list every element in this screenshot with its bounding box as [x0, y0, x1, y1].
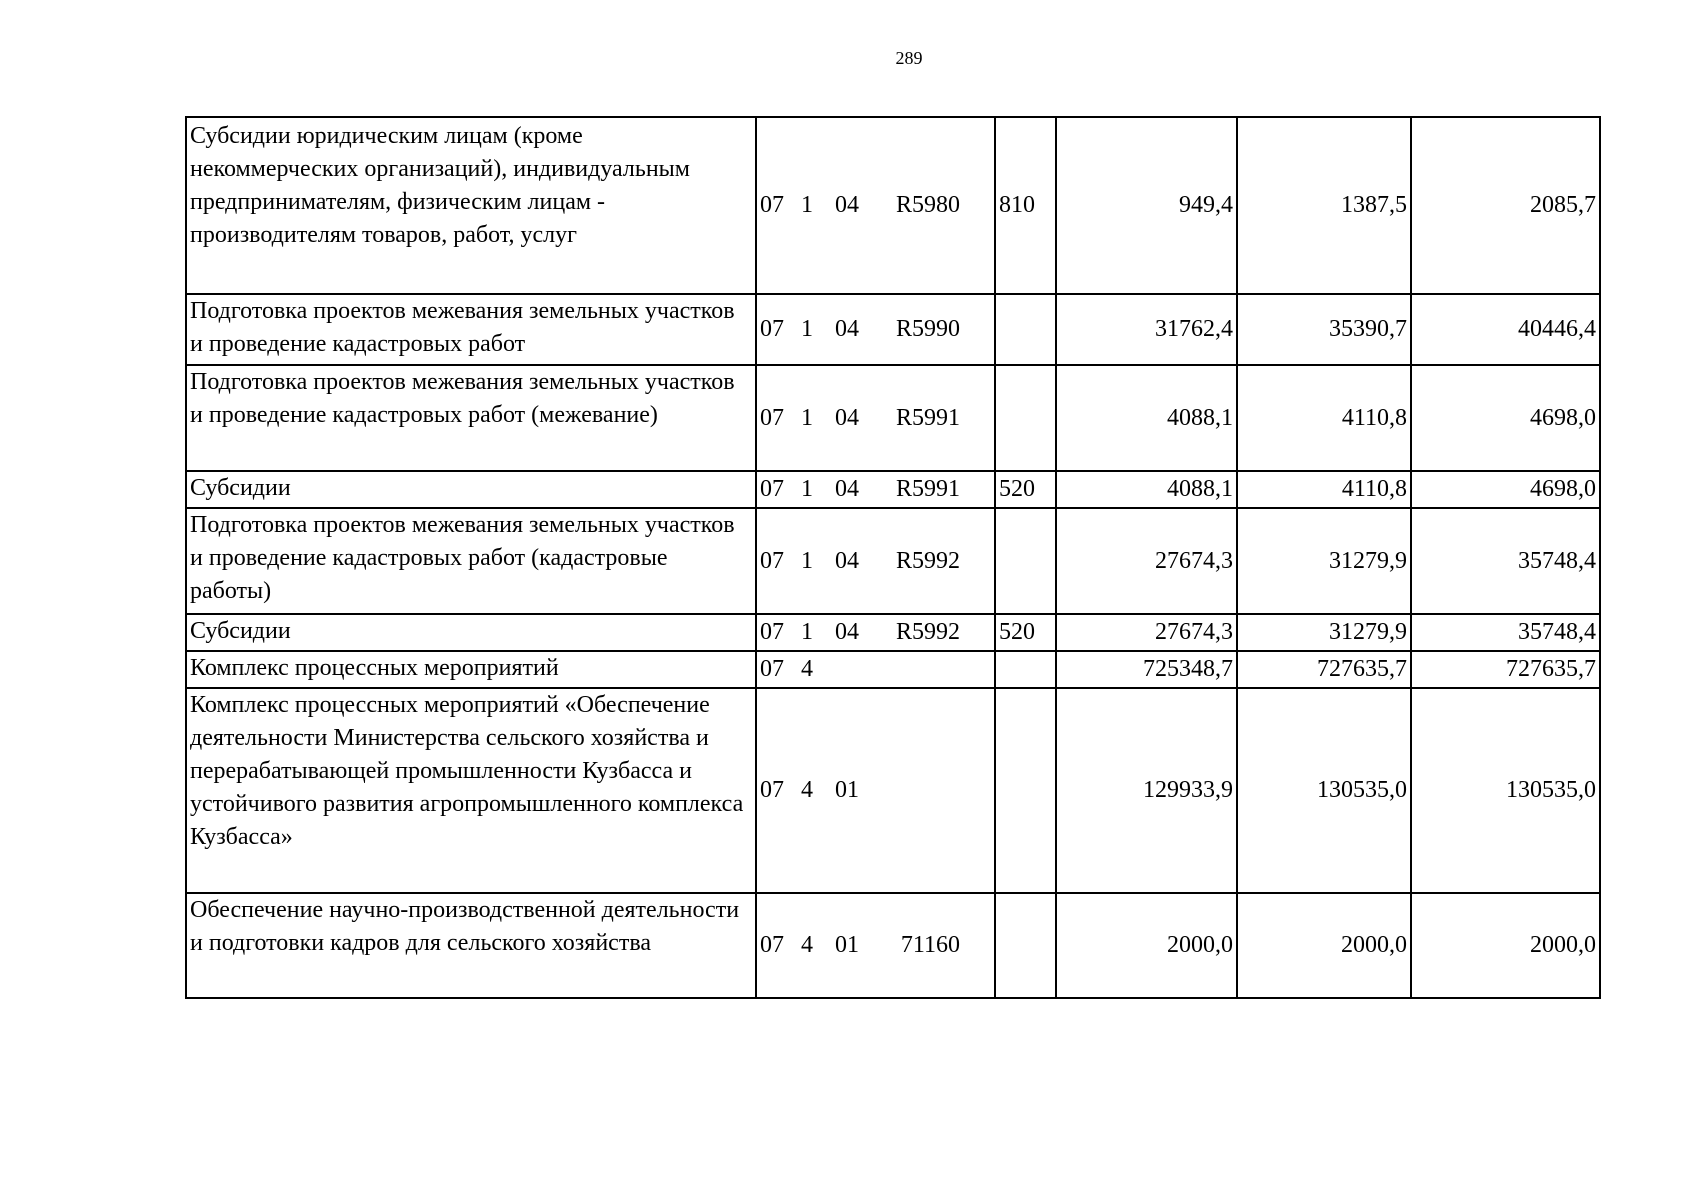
- table-row: [186, 508, 1600, 614]
- budget-table: [185, 116, 1601, 999]
- value-year2: 31279,9: [1237, 614, 1411, 651]
- row-codes: [756, 471, 995, 508]
- value-year2: 727635,7: [1237, 651, 1411, 688]
- code-vr: 520: [995, 471, 1056, 508]
- value-year1: 4088,1: [1056, 471, 1237, 508]
- table-row: [186, 893, 1600, 998]
- code-vr: [995, 365, 1056, 471]
- value-year1: 725348,7: [1056, 651, 1237, 688]
- value-year2: 130535,0: [1237, 688, 1411, 893]
- table-row: [186, 614, 1600, 651]
- row-codes: [756, 365, 995, 471]
- row-name: Комплекс процессных мероприятий: [186, 651, 756, 688]
- table-row: [186, 365, 1600, 471]
- code-gp: 07: [760, 404, 784, 431]
- code-nr: R5992: [895, 619, 960, 645]
- code-pp: 1: [801, 192, 813, 218]
- value-year2: 35390,7: [1237, 294, 1411, 365]
- row-name: Комплекс процессных мероприятий «Обеспечение деятельности Министерства сельского хозяйства и перерабатывающей промышленности Кузбасса и устойчивого развития агропромышленного комплекса Кузбасса»: [186, 688, 756, 893]
- table-row: [186, 471, 1600, 508]
- value-year2: 2000,0: [1237, 893, 1411, 998]
- code-vr: [995, 651, 1056, 688]
- page-number: 289: [895, 48, 923, 68]
- value-year3: 35748,4: [1411, 614, 1600, 651]
- code-pp: 4: [801, 932, 813, 958]
- value-year2: 31279,9: [1237, 508, 1411, 614]
- code-pp: 1: [801, 404, 813, 431]
- code-pp: 1: [801, 619, 813, 645]
- row-codes: [756, 651, 995, 688]
- value-year3: 727635,7: [1411, 651, 1600, 688]
- value-year2: 4110,8: [1237, 471, 1411, 508]
- code-pp: 1: [801, 547, 813, 574]
- value-year3: 35748,4: [1411, 508, 1600, 614]
- value-year3: 2000,0: [1411, 893, 1600, 998]
- code-pp: 1: [801, 476, 813, 502]
- value-year1: 2000,0: [1056, 893, 1237, 998]
- code-gp: 07: [760, 192, 784, 218]
- code-os: 01: [835, 777, 859, 803]
- code-os: 04: [835, 619, 859, 645]
- code-os: 04: [835, 404, 859, 431]
- code-gp: 07: [760, 476, 784, 502]
- code-vr: [995, 688, 1056, 893]
- code-pp: 1: [801, 316, 813, 342]
- code-os: 04: [835, 476, 859, 502]
- code-vr: [995, 893, 1056, 998]
- value-year3: 130535,0: [1411, 688, 1600, 893]
- code-nr: R5990: [895, 316, 960, 342]
- code-vr: [995, 508, 1056, 614]
- table-row: [186, 117, 1600, 294]
- row-name: Субсидии: [186, 471, 756, 508]
- code-vr: 810: [995, 117, 1056, 294]
- value-year3: 4698,0: [1411, 471, 1600, 508]
- value-year1: 949,4: [1056, 117, 1237, 294]
- row-codes: [756, 893, 995, 998]
- value-year1: 27674,3: [1056, 508, 1237, 614]
- code-pp: 4: [801, 777, 813, 803]
- code-vr: [995, 294, 1056, 365]
- value-year1: 31762,4: [1056, 294, 1237, 365]
- table-row: [186, 688, 1600, 893]
- table-row: [186, 651, 1600, 688]
- code-os: 04: [835, 192, 859, 218]
- value-year1: 129933,9: [1056, 688, 1237, 893]
- row-name: Подготовка проектов межевания земельных участков и проведение кадастровых работ (межевание): [186, 365, 756, 471]
- code-os: 04: [835, 547, 859, 574]
- row-name: Субсидии юридическим лицам (кроме некоммерческих организаций), индивидуальным предпринимателям, физическим лицам - производителям товаров, работ, услуг: [186, 117, 756, 294]
- value-year3: 40446,4: [1411, 294, 1600, 365]
- code-gp: 07: [760, 777, 784, 803]
- row-name: Обеспечение научно-производственной деятельности и подготовки кадров для сельского хозяйства: [186, 893, 756, 998]
- code-nr: 71160: [900, 932, 960, 958]
- value-year3: 2085,7: [1411, 117, 1600, 294]
- row-codes: [756, 508, 995, 614]
- value-year2: 4110,8: [1237, 365, 1411, 471]
- row-codes: [756, 614, 995, 651]
- value-year3: 4698,0: [1411, 365, 1600, 471]
- row-name: Субсидии: [186, 614, 756, 651]
- code-nr: R5992: [895, 547, 960, 574]
- code-gp: 07: [760, 316, 784, 342]
- row-name: Подготовка проектов межевания земельных участков и проведение кадастровых работ (кадастровые работы): [186, 508, 756, 614]
- value-year2: 1387,5: [1237, 117, 1411, 294]
- code-gp: 07: [760, 619, 784, 645]
- value-year1: 4088,1: [1056, 365, 1237, 471]
- code-gp: 07: [760, 547, 784, 574]
- code-os: 04: [835, 316, 859, 342]
- row-name: Подготовка проектов межевания земельных участков и проведение кадастровых работ: [186, 294, 756, 365]
- row-codes: [756, 688, 995, 893]
- row-codes: [756, 117, 995, 294]
- code-gp: 07: [760, 932, 784, 958]
- code-vr: 520: [995, 614, 1056, 651]
- code-nr: R5991: [895, 476, 960, 502]
- code-nr: R5980: [895, 192, 960, 218]
- value-year1: 27674,3: [1056, 614, 1237, 651]
- code-gp: 07: [760, 656, 784, 682]
- code-pp: 4: [801, 656, 813, 682]
- row-codes: [756, 294, 995, 365]
- table-row: [186, 294, 1600, 365]
- code-nr: R5991: [895, 404, 960, 431]
- code-os: 01: [835, 932, 859, 958]
